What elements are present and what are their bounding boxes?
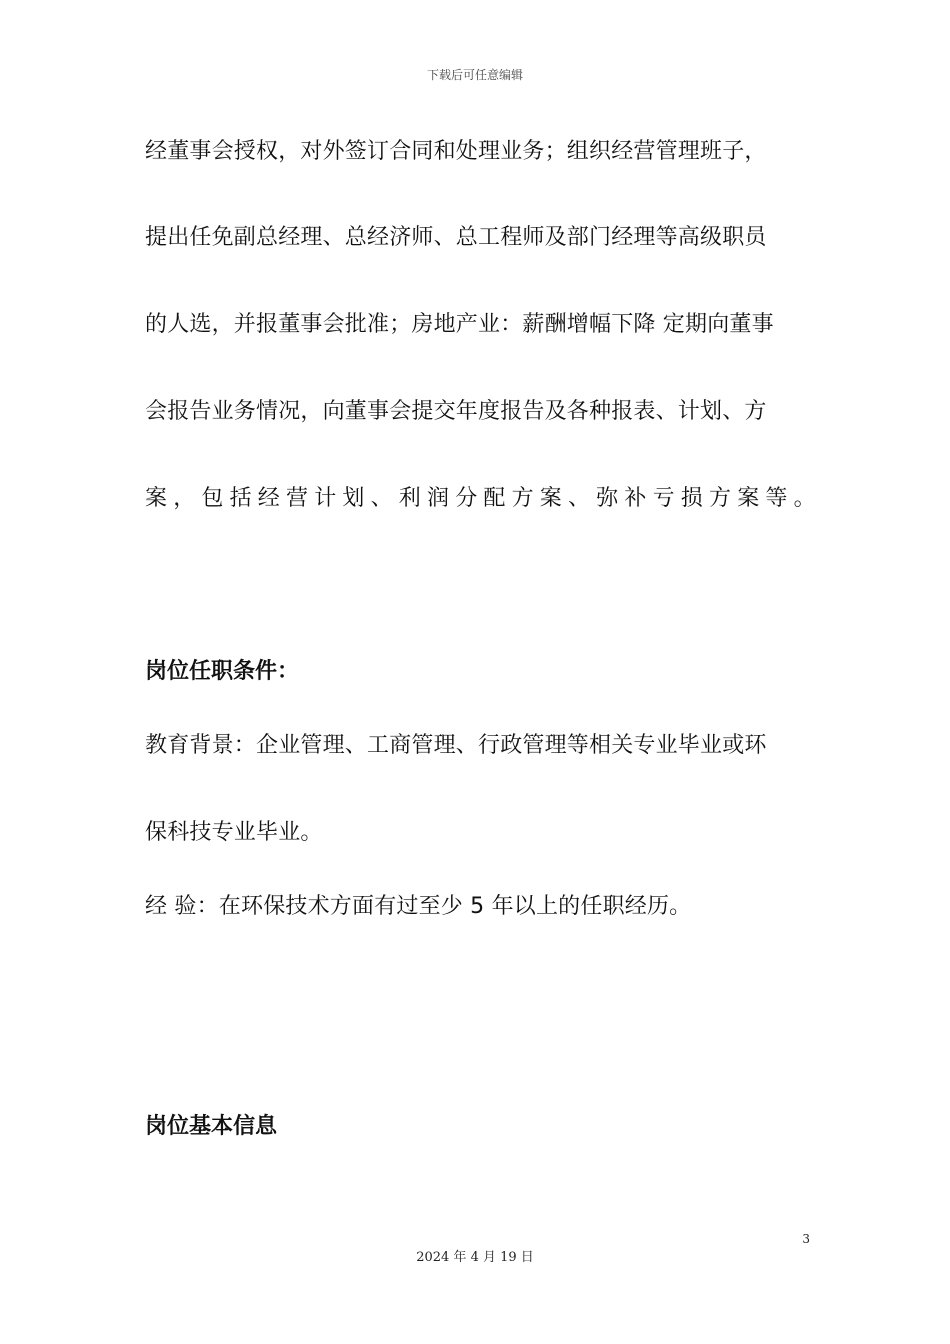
paragraph-line-4: 会报告业务情况，向董事会提交年度报告及各种报表、计划、方 — [145, 399, 767, 424]
paragraph-line-2: 提出任免副总经理、总经济师、总工程师及部门经理等高级职员 — [145, 225, 767, 250]
paragraph-line-1: 经董事会授权，对外签订合同和处理业务；组织经营管理班子， — [145, 139, 767, 164]
page-header: 下载后可任意编辑 — [426, 68, 523, 82]
education-line-2: 保科技专业毕业。 — [145, 820, 323, 845]
education-line-1: 教育背景：企业管理、工商管理、行政管理等相关专业毕业或环 — [145, 733, 767, 758]
footer-date: 2024 年 4 月 19 日 — [416, 1250, 534, 1265]
paragraph-line-3: 的人选，并报董事会批准；房地产业：薪酬增幅下降 定期向董事 — [145, 312, 774, 337]
experience-line: 经 验：在环保技术方面有过至少 5 年以上的任职经历。 — [145, 894, 692, 919]
paragraph-line-5: 案，包括经营计划、利润分配方案、弥补亏损方案等。 — [145, 486, 822, 511]
page-number: 3 — [802, 1232, 810, 1246]
qualifications-heading: 岗位任职条件： — [145, 659, 300, 684]
basic-info-heading: 岗位基本信息 — [145, 1114, 278, 1139]
